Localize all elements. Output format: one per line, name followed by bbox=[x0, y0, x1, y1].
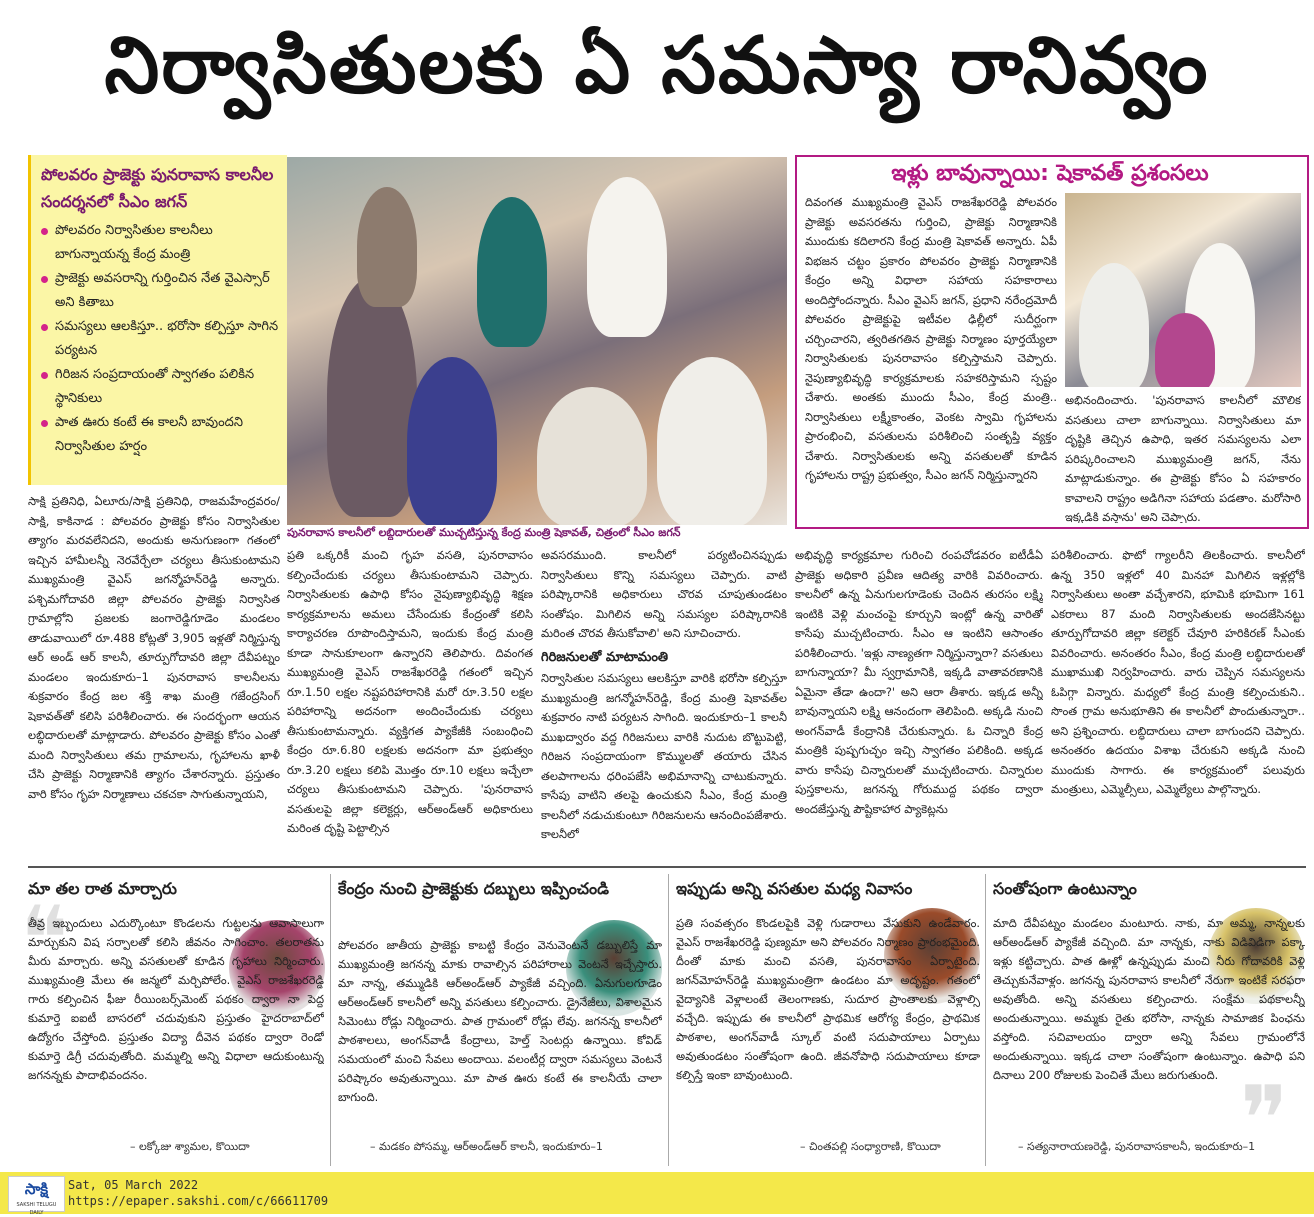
article-column-4: అభివృద్ధి కార్యక్రమాల గురించి రంపచోడవరం ఐటీడీఏ ప్రాజెక్టు అధికారి ప్రవీణ ఆదిత్య వారికి వివరించారు. కాలనీలో ఉన్న ఏనుగులగూడెంకు చెందిన తురసం లక్ష్మి ఇంటికి వెళ్లి మంచంపై కూర్చుని ఇంట్లో ఉన్న వారితో కాసేపు ముచ్చటించారు. సీఎం ఆ ఇంటిని ఆసాంతం పరిశీలించారు. 'ఇళ్లు నాణ్యతగా నిర్మిస్తున్నారా? వసతులు బాగున్నాయా? మీ స్వగ్రామానికి, ఇక్కడి వాతావరణానికి ఏమైనా తేడా ఉందా?' అని ఆరా తీశారు. ఇక్కడ అన్నీ బావున్నాయని లక్ష్మి ఆనందంగా తెలిపింది. అక్కడి నుంచి అంగన్‌వాడీ కేంద్రానికి చేరుకున్నారు. ఓ చిన్నారి కేంద్ర మంత్రికి పుష్పగుచ్ఛం ఇచ్చి స్వాగతం పలికింది. అక్కడ వారు కాసేపు చిన్నారులతో ముచ్చటించారు. చిన్నారుల పుస్తకాలను, జగనన్న గోరుముద్ద పథకం ద్వారా అందజేస్తున్న పౌష్టికాహార ప్యాకెట్లను bbox=[795, 548, 1043, 816]
quote-4-text: మాది దేవీపట్నం మండలం మంటూరు. నాకు, మా అమ్మ, నాన్నలకు ఆర్అండ్ఆర్ ప్యాకేజీ వచ్చింది. మా నాన్నకు, నాకు విడివిడిగా పక్కా ఇళ్లు కట్టిచ్చారు. పాత ఊళ్లో ఉన్నప్పుడు మంచి నీరు గోదావరికి వెళ్లి తెచ్చుకునేవాళ్లం. జగనన్న పునరావాస కాలనీలో నేరుగా ఇంటికే సరఫరా అవుతోంది. అన్ని వసతులు కల్పించారు. సంక్షేమ పథకాలన్నీ అందుతున్నాయి. అమ్మకు రైతు భరోసా, నాన్నకు సామాజిక పింఛను వస్తోంది. సచివాలయం ద్వారా అన్ని సేవలు గ్రామంలోనే అందుతున్నాయి. ఇక్కడ చాలా సంతోషంగా ఉంటున్నాం. ఉపాధి పని దినాలు 200 రోజులకు పెంచితే మేలు జరుగుతుంది. bbox=[993, 916, 1305, 1082]
shekhawat-text-right: అభినందించారు. 'పునరావాస కాలనీలో మౌలిక వసతులు చాలా బాగున్నాయి. నిర్వాసితులు మా దృష్టికి తెచ్చిన ఉపాధి, ఇతర సమస్యలను ఎలా పరిష్కరించాలని ముఖ్యమంత్రి జగన్, నేను మాట్లాడుకున్నాం. ఈ ప్రాజెక్టు కోసం ఏ సహకారం కావాలని రాష్ట్రం అడిగినా సహాయ పడతాం. మరోసారి ఇక్కడికి వస్తాను' అని చెప్పారు. bbox=[1065, 393, 1301, 523]
shekhawat-text-left: దివంగత ముఖ్యమంత్రి వైఎస్ రాజశేఖరరెడ్డి పోలవరం ప్రాజెక్టు అవసరతను గుర్తించి, ప్రాజెక్టు నిర్మాణానికి ముందుకు కదిలారని కేంద్ర మంత్రి షెకావత్ అన్నారు. ఏపీ విభజన చట్టం ప్రకారం పోలవరం ప్రాజెక్టు నిర్మాణానికి కేంద్రం అన్ని విధాలా సహాయ సహకారాలు అందిస్తోందన్నారు. సీఎం వైఎస్ జగన్, ప్రధాని నరేంద్రమోదీ పోలవరం ప్రాజెక్టుపై ఇటీవల ఢిల్లీలో సుదీర్ఘంగా చర్చించారని, త్వరితగతిన ప్రాజెక్టు నిర్మాణం పూర్తయ్యేలా నిర్వాసితులకు పునరావాసం కల్పిస్తామని చెప్పారు. నైపుణ్యాభివృద్ధి కార్యక్రమాలకు సహకరిస్తామని స్పష్టం చేశారు. అంతకు ముందు సీఎం, కేంద్ర మంత్రి.. నిర్వాసితులు లక్ష్మీకాంతం, వెంకట స్వామి గృహాలను ప్రారంభించి, వసతులను పరిశీలించి సంతృప్తి వ్యక్తం చేశారు. నిర్వాసితులకు అన్ని వసతులతో కూడిన గృహాలను రాష్ట్ర ప్రభుత్వం, సీఎం జగన్ నిర్మిస్తున్నారని bbox=[805, 195, 1057, 482]
highlight-item: ప్రాజెక్టు అవసరాన్ని గుర్తించిన నేత వైఎస్సార్ అని కితాబు bbox=[41, 267, 281, 315]
section-divider bbox=[28, 866, 1306, 868]
headline: నిర్వాసితులకు ఏ సమస్యా రానివ్వం bbox=[104, 20, 1210, 111]
quote-2-title: కేంద్రం నుంచి ప్రాజెక్టుకు దబ్బులు ఇప్పించండి bbox=[338, 879, 609, 898]
shekhawat-photo bbox=[1065, 193, 1301, 387]
footer-url[interactable]: https://epaper.sakshi.com/c/66611709 bbox=[68, 1194, 329, 1208]
column-3-text-a: అవసరముంది. కాలనీలో పర్యటించినప్పుడు నిర్వాసితులు కొన్ని సమస్యలు చెప్పారు. వాటి పరిష్కారానికి అధికారులు చొరవ చూపుతుండటం సంతోషం. మిగిలిన అన్ని సమస్యల పరిష్కారానికి మరింత చొరవ తీసుకోవాలి' అని సూచించారు. bbox=[541, 548, 787, 640]
shekhawat-box bbox=[795, 155, 1309, 529]
quote-1-attribution: – లక్కోజు శ్యామల, కొయిదా bbox=[130, 1140, 250, 1153]
article-column-1: సాక్షి ప్రతినిధి, ఏలూరు/సాక్షి ప్రతినిధి, రాజమహేంద్రవరం/సాక్షి, కాకినాడ : పోలవరం ప్రాజెక్టు కోసం నిర్వాసితుల త్యాగం మరవలేనిదని, అందుకు అనుగుణంగా గతంలో ఇచ్చిన హామీలన్నీ నెరవేర్చేలా చర్యలు తీసుకుంటామని ముఖ్యమంత్రి వైఎస్ జగన్మోహన్‌రెడ్డి అన్నారు. పశ్చిమగోదావరి జిల్లా పోలవరం ప్రాజెక్టు నిర్వాసిత గ్రామాల్లోని ప్రజలకు జంగారెడ్డిగూడెం మండలం తాడువాయిలో రూ.488 కోట్లతో 3,905 ఇళ్లతో నిర్మిస్తున్న ఆర్ అండ్ ఆర్ కాలనీ, తూర్పుగోదావరి జిల్లా దేవీపట్నం మండలం ఇందుకూరు–1 పునరావాస కాలనీలను శుక్రవారం కేంద్ర జల శక్తి శాఖ మంత్రి గజేంద్రసింగ్ షెకావత్‌తో కలిసి పరిశీలించారు. ఈ సందర్భంగా ఆయన లబ్ధిదారులతో మాట్లాడారు. పోలవరం ప్రాజెక్టు కోసం ఎంతో మంది నిర్వాసితులు తమ గ్రామాలను, గృహాలను ఖాళీ చేసి ప్రాజెక్టు నిర్మాణానికి త్యాగం చేశారన్నారు. ప్రస్తుతం వారి కోసం గృహ నిర్మాణాలు చకచకా సాగుతున్నాయని, bbox=[28, 494, 280, 801]
quote-1-title: మా తల రాత మార్చారు bbox=[28, 879, 177, 898]
highlights-list bbox=[31, 219, 287, 459]
column-separator bbox=[330, 874, 331, 1166]
logo-text: సాక్షి bbox=[24, 1180, 49, 1198]
main-photo bbox=[287, 157, 787, 525]
quote-3-text: ప్రతి సంవత్సరం కొండలపైకి వెళ్లి గుడారాలు వేసుకుని ఉండేవారం. వైఎస్ రాజశేఖరరెడ్డి పుణ్యమా అని పోలవరం నిర్మాణం ప్రారంభమైంది. దీంతో మాకు మంచి వసతి, పునరావాసం ఏర్పాటైంది. జగన్‌మోహన్‌రెడ్డి ముఖ్యమంత్రిగా ఉండటం మా అదృష్టం. గతంలో వైద్యానికి వెళ్లాలంటే తెలంగాణకు, సుదూర ప్రాంతాలకు వెళ్లాల్సి వచ్చేది. ఇప్పుడు ఈ కాలనీలో ప్రాథమిక ఆరోగ్య కేంద్రం, ప్రాథమిక పాఠశాల, అంగన్‌వాడీ స్కూల్ వంటి సదుపాయాలు ఏర్పాటు అవుతుండటం సంతోషంగా ఉంది. జీవనోపాధి సదుపాయాలు కూడా కల్పిస్తే ఇంకా బావుంటుంది. bbox=[676, 916, 980, 1082]
highlights-box bbox=[28, 155, 287, 485]
column-separator bbox=[668, 874, 669, 1166]
quote-2-attribution: – మడకం పోసమ్మ, ఆర్అండ్ఆర్ కాలనీ, ఇందుకూరు–1 bbox=[370, 1140, 603, 1153]
quote-3-attribution: – చింతపల్లి సంధ్యారాణి, కొయిదా bbox=[800, 1140, 941, 1153]
quote-mark-icon: ❞ bbox=[1240, 1067, 1289, 1172]
article-column-2: ప్రతి ఒక్కరికీ మంచి గృహ వసతి, పునరావాసం కల్పించేందుకు చర్యలు తీసుకుంటామని చెప్పారు. నిర్వాసితులకు ఉపాధి కోసం నైపుణ్యాభివృద్ధి శిక్షణ కార్యక్రమాలను అమలు చేసేందుకు కేంద్రంతో కలిసి కార్యాచరణ రూపొందిస్తామని, ఇందుకు కేంద్ర మంత్రి కూడా సానుకూలంగా ఉన్నారని తెలిపారు. దివంగత ముఖ్యమంత్రి వైఎస్ రాజశేఖరరెడ్డి గతంలో ఇచ్చిన రూ.1.50 లక్షల నష్టపరిహారానికి మరో రూ.3.50 లక్షల పరిహారాన్ని అదనంగా అందించేందుకు చర్యలు తీసుకుంటామన్నారు. వ్యక్తిగత ప్యాకేజీకి సంబంధించి కేంద్రం రూ.6.80 లక్షలకు అదనంగా మా ప్రభుత్వం రూ.3.20 లక్షలు కలిపి మొత్తం రూ.10 లక్షలు ఇచ్చేలా చర్యలు తీసుకుంటామని చెప్పారు. 'పునరావాస వసతులపై జిల్లా కలెక్టర్లు, ఆర్అండ్ఆర్ అధికారులు మరింత దృష్టి పెట్టాల్సిన bbox=[287, 548, 533, 835]
quote-4-title: సంతోషంగా ఉంటున్నాం bbox=[993, 879, 1137, 898]
quote-3-title: ఇప్పుడు అన్ని వసతుల మధ్య నివాసం bbox=[676, 879, 913, 898]
logo-subtext: SAKSHI TELUGU DAILY bbox=[16, 1202, 57, 1216]
column-3-text-b: నిర్వాసితుల సమస్యలు ఆలకిస్తూ వారికి భరోసా కల్పిస్తూ ముఖ్యమంత్రి జగన్మోహన్‌రెడ్డి, కేంద్ర మంత్రి షెకావత్‌ల శుక్రవారం నాటి పర్యటన సాగింది. ఇందుకూరు–1 కాలనీ ముఖద్వారం వద్ద గిరిజనులు వారికి నుదుట బొట్టుపెట్టి, గిరిజన సంప్రదాయంగా కొమ్ములతో తయారు చేసిన తలపాగాలను ధరింపజేసి అభిమానాన్ని చాటుకున్నారు. కాసేపు వాటిని తలపై ఉంచుకుని సీఎం, కేంద్ర మంత్రి కాలనీలో నడుచుకుంటూ గిరిజనులను ఆనందింపజేశారు. కాలనీలో bbox=[541, 671, 787, 841]
article-column-3 bbox=[541, 546, 787, 862]
quote-2-text: పోలవరం జాతీయ ప్రాజెక్టు కాబట్టి కేంద్రం వెనువెంటనే డబ్బులిస్తే మా ముఖ్యమంత్రి జగనన్న మాకు రావాల్సిన పరిహారాలు వెంటనే ఇచ్చేస్తారు. మా నాన్న, తమ్ముడికి ఆర్అండ్ఆర్ ప్యాకేజీ వచ్చింది. ఏనుగులగూడెం ఆర్అండ్ఆర్ కాలనీలో అన్ని వసతులు కల్పించారు. డ్రైనేజీలు, విశాలమైన సిమెంటు రోడ్లు నిర్మించారు. పాత గ్రామంలో రోడ్లు లేవు. జగనన్న కాలనీలో పాఠశాలలు, అంగన్‌వాడీ కేంద్రాలు, హెల్త్ సెంటర్లు ఉన్నాయి. కోవిడ్ సమయంలో మంచి సేవలు అందాయి. వలంటీర్ల ద్వారా సమస్యలు వెంటనే పరిష్కారం అవుతున్నాయి. మా పాత ఊరు కంటే ఈ కాలనీయే చాలా బాగుంది. bbox=[338, 938, 662, 1104]
quote-mark-icon: ❝ bbox=[20, 887, 69, 992]
subheading-tribals: గిరిజనులతో మాటామంతి bbox=[541, 649, 669, 665]
photo-caption: పునరావాస కాలనీలో లబ్ధిదారులతో ముచ్చటిస్తున్న కేంద్ర మంత్రి షెకావత్, చిత్రంలో సీఎం జగన్ bbox=[287, 526, 681, 539]
highlight-item: సమస్యలు ఆలకిస్తూ.. భరోసా కల్పిస్తూ సాగిన పర్యటన bbox=[41, 315, 281, 363]
quote-4-attribution: – సత్యనారాయణరెడ్డి, పునరావాసకాలనీ, ఇందుకూరు–1 bbox=[1018, 1140, 1256, 1153]
column-separator bbox=[985, 874, 986, 1166]
shekhawat-box-title: ఇళ్లు బావున్నాయి: షెకావత్ ప్రశంసలు bbox=[891, 161, 1209, 186]
highlight-item: పాత ఊరు కంటే ఈ కాలనీ బావుందని నిర్వాసితుల హర్షం bbox=[41, 411, 281, 459]
footer-date: Sat, 05 March 2022 bbox=[68, 1178, 199, 1192]
highlight-item: పోలవరం నిర్వాసితుల కాలనీలు బాగున్నాయన్న కేంద్ర మంత్రి bbox=[41, 219, 281, 267]
highlights-title: పోలవరం ప్రాజెక్టు పునరావాస కాలనీల సందర్శనలో సీఎం జగన్ bbox=[41, 165, 274, 211]
article-column-5: పరిశీలించారు. ఫొటో గ్యాలరీని తిలకించారు. కాలనీలో ఉన్న 350 ఇళ్లలో 40 మినహా మిగిలిన ఇళ్లల్లోకి నిర్వాసితులు అంతా వచ్చేశారని, భూమికి భూమిగా 161 ఎకరాలు 87 మంది నిర్వాసితులకు అందజేసినట్టు తూర్పుగోదావరి జిల్లా కలెక్టర్ చేవూరి హరికిరణ్ సీఎంకు వివరించారు. అనంతరం సీఎం, కేంద్ర మంత్రి లబ్ధిదారులతో ముఖాముఖి నిర్వహించారు. వారు చెప్పిన సమస్యలను ఓపిగ్గా విన్నారు. మధ్యలో కేంద్ర మంత్రి కల్పించుకుని.. సొంత గ్రామ అనుభూతిని ఈ కాలనీలో పొందుతున్నారా.. అని ప్రశ్నించారు. లబ్ధిదారులు చాలా బాగుందని చెప్పారు. అనంతరం ఉదయం విశాఖ చేరుకుని అక్కడి నుంచి ముందుకు సాగారు. ఈ కార్యక్రమంలో పలువురు మంత్రులు, ఎమ్మెల్సీలు, ఎమ్మెల్యేలు పాల్గొన్నారు. bbox=[1051, 548, 1305, 796]
highlight-item: గిరిజన సంప్రదాయంతో స్వాగతం పలికిన స్థానికులు bbox=[41, 363, 281, 411]
sakshi-logo bbox=[8, 1176, 65, 1216]
quote-1-text: తీవ్ర ఇబ్బందులు ఎదుర్కొంటూ కొండలను గుట్టలను ఆవాసాలుగా మార్చుకుని విష సర్పాలతో కలిసి జీవనం సాగించాం. తలరాతను మీరు మార్చారు. అన్ని వసతులతో కూడిన గృహాలు నిర్మించారు. ముఖ్యమంత్రి మేలు ఈ జన్మలో మర్చిపోలేం. వైఎస్ రాజశేఖరరెడ్డి గారు కల్పించిన ఫీజు రీయింబర్స్‌మెంట్ పథకం ద్వారా నా పెద్ద కుమార్తె ఐఐటీ బాసరలో చదువుకుని ప్రస్తుతం హైదరాబాద్‌లో ఉద్యోగం చేస్తోంది. ప్రస్తుతం విద్యా దీవెన పథకం ద్వారా రెండో కుమార్తె డిగ్రీ చదువుతోంది. మమ్మల్ని అన్ని విధాలా ఆదుకుంటున్న జగనన్నకు పాదాభివందనం. bbox=[28, 916, 324, 1082]
